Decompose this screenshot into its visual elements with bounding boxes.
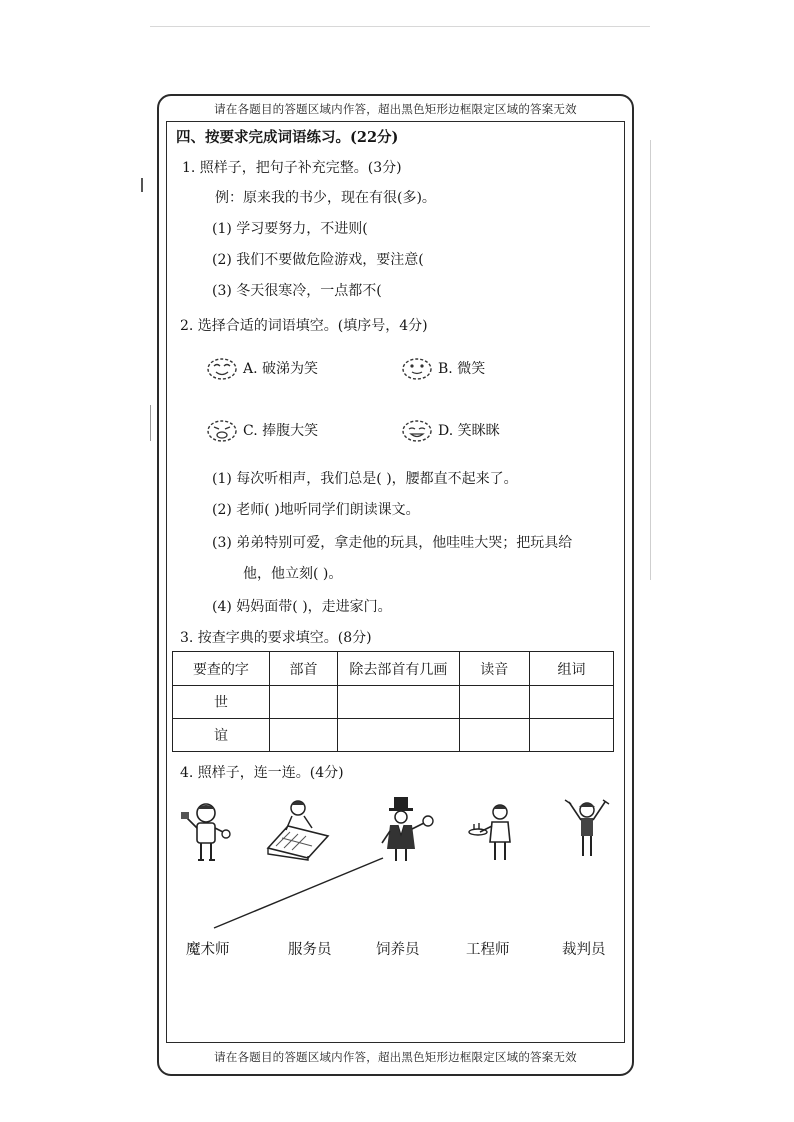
table-row	[173, 719, 614, 752]
table-header-cell: 读音	[459, 652, 529, 686]
waiter-figure-icon[interactable]	[468, 800, 524, 864]
answer-cell[interactable]	[459, 719, 529, 752]
keeper-figure-icon[interactable]	[562, 796, 612, 860]
dictionary-table	[172, 651, 614, 752]
answer-cell[interactable]	[529, 719, 613, 752]
table-header-row	[173, 652, 614, 686]
laughing-face-icon	[205, 355, 239, 381]
q2-option-b-label: B. 微笑	[438, 361, 486, 377]
job-label-keeper[interactable]: 饲养员	[376, 942, 420, 958]
q2-option-b[interactable]	[400, 355, 485, 381]
job-label-magician[interactable]: 魔术师	[186, 942, 230, 958]
q3-title: 3. 按查字典的要求填空。(8分)	[180, 630, 372, 646]
job-label-engineer[interactable]: 工程师	[466, 942, 510, 958]
magician-figure-icon[interactable]	[376, 795, 436, 863]
answer-cell[interactable]	[269, 686, 337, 719]
job-label-referee[interactable]: 裁判员	[562, 942, 606, 958]
q1-example: 例：原来我的书少，现在有很(多)。	[215, 190, 436, 206]
answer-cell[interactable]	[338, 719, 460, 752]
answer-cell[interactable]	[459, 686, 529, 719]
scan-edge-line	[150, 26, 650, 27]
scan-mark	[650, 140, 651, 580]
engineer-figure-icon[interactable]	[262, 798, 334, 862]
q2-option-c-label: C. 捧腹大笑	[243, 423, 319, 439]
table-row	[173, 686, 614, 719]
referee-figure-icon[interactable]	[178, 800, 234, 864]
section-title: 四、按要求完成词语练习。(22分)	[176, 129, 399, 146]
q2-item-1[interactable]: (1) 每次听相声，我们总是( )，腰都直不起来了。	[212, 471, 518, 487]
q2-option-d-label: D. 笑眯眯	[438, 423, 500, 439]
answer-cell[interactable]	[338, 686, 460, 719]
q2-option-c[interactable]	[205, 417, 318, 443]
belly-laugh-face-icon	[205, 417, 239, 443]
scan-mark	[150, 405, 151, 441]
scan-mark	[141, 178, 143, 192]
q1-item-1[interactable]: (1) 学习要努力，不进则(	[212, 221, 368, 237]
q1-item-2[interactable]: (2) 我们不要做危险游戏，要注意(	[212, 252, 424, 268]
q1-item-3[interactable]: (3) 冬天很寒冷，一点都不(	[212, 283, 382, 299]
q1-title: 1. 照样子，把句子补充完整。(3分)	[182, 160, 402, 176]
q2-item-4[interactable]: (4) 妈妈面带( )，走进家门。	[212, 599, 392, 615]
q2-item-3-continued[interactable]: 他，他立刻( )。	[243, 566, 343, 582]
q2-item-3[interactable]: (3) 弟弟特别可爱，拿走他的玩具，他哇哇大哭；把玩具给	[212, 535, 573, 551]
q2-item-2[interactable]: (2) 老师( )地听同学们朗读课文。	[212, 502, 420, 518]
notice-bottom: 请在各题目的答题区域内作答，超出黑色矩形边框限定区域的答案无效	[214, 1050, 577, 1064]
notice-top: 请在各题目的答题区域内作答，超出黑色矩形边框限定区域的答案无效	[214, 102, 577, 116]
table-header-cell: 部首	[269, 652, 337, 686]
table-header-cell: 除去部首有几画	[338, 652, 460, 686]
q4-title: 4. 照样子，连一连。(4分)	[180, 765, 344, 781]
q2-option-a[interactable]	[205, 355, 318, 381]
q2-option-d[interactable]	[400, 417, 500, 443]
smiling-face-icon	[400, 355, 434, 381]
job-label-waiter[interactable]: 服务员	[288, 942, 332, 958]
q2-option-a-label: A. 破涕为笑	[243, 361, 319, 377]
answer-cell[interactable]	[269, 719, 337, 752]
table-header-cell: 组词	[529, 652, 613, 686]
answer-cell[interactable]	[529, 686, 613, 719]
table-header-cell: 要查的字	[173, 652, 270, 686]
q2-title: 2. 选择合适的词语填空。(填序号，4分)	[180, 318, 428, 334]
table-cell-character: 谊	[173, 719, 270, 752]
squinting-smile-face-icon	[400, 417, 434, 443]
table-cell-character: 世	[173, 686, 270, 719]
